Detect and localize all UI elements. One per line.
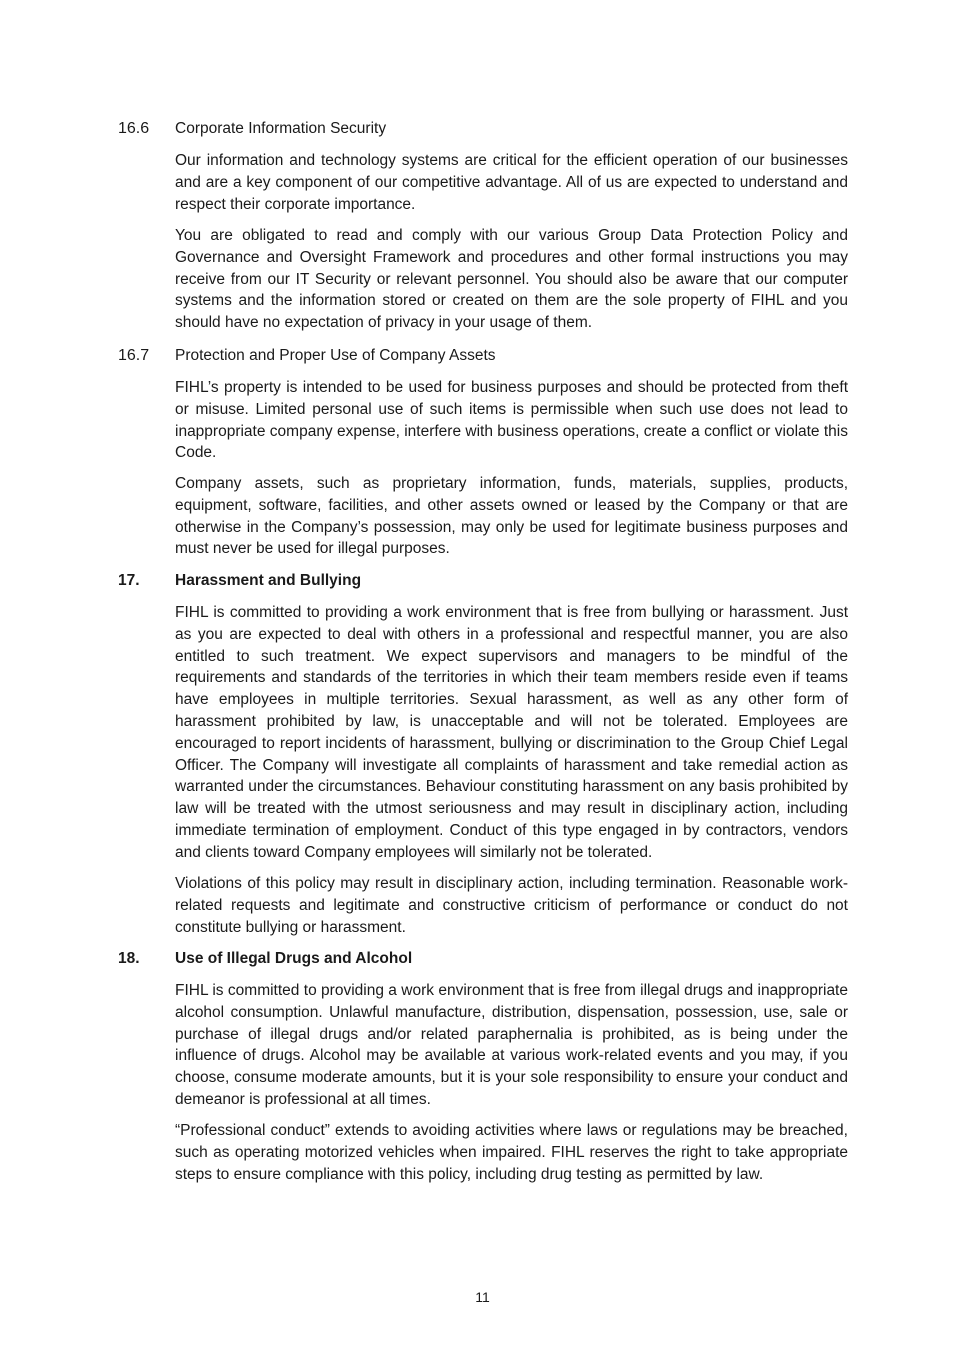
section-heading-16-6 [118,119,850,139]
section-number: 16.7 [118,347,150,364]
section-number: 18. [118,950,140,967]
section-title: Use of Illegal Drugs and Alcohol [175,950,413,967]
paragraph: FIHL is committed to providing a work environment that is free from illegal drugs and inappropriate alcohol consumption. Unlawful manufacture, distribution, dispensation, possession, use, sale or purchase of illegal drugs and/or related paraphernalia is prohibited, as is being under the influence of drugs. Alcohol may be available at various work-related events and you may, if you choose, consume moderate amounts, but it is your sole responsibility to ensure your conduct and demeanor is professional at all times. [175,982,848,1108]
section-title: Harassment and Bullying [175,572,362,589]
section-heading-16-7 [118,346,850,366]
section-heading-17 [118,571,850,591]
section-heading-18 [118,949,850,969]
paragraph: FIHL’s property is intended to be used for business purposes and should be protected from theft or misuse. Limited personal use of such items is permissible when such use does not lead to inappropriate company expense, interfere with business operations, create a conflict or violate this Code. [175,379,848,462]
paragraph: Company assets, such as proprietary information, funds, materials, supplies, products, equipment, software, facilities, and other assets owned or leased by the Company or that are otherwise in the Company’s possession, may only be used for legitimate business purposes and must never be used for illegal purposes. [175,475,848,558]
section-title: Protection and Proper Use of Company Assets [175,347,496,364]
paragraph: You are obligated to read and comply with our various Group Data Protection Policy and Governance and Oversight Framework and procedures and other formal instructions you may receive from our IT Security or relevant personnel. You should also be aware that our computer systems and the information stored or created on them are the sole property of FIHL and you should have no expectation of privacy in your usage of them. [175,227,848,332]
paragraph: Violations of this policy may result in disciplinary action, including termination. Reasonable work-related requests and legitimate and constructive criticism of performance or conduct do not constitute bullying or harassment. [175,875,848,936]
page-number: 11 [475,1289,490,1305]
section-number: 17. [118,572,140,589]
paragraph: Our information and technology systems are critical for the efficient operation of our businesses and are a key component of our competitive advantage. All of us are expected to understand and respect their corporate importance. [175,152,848,213]
section-number: 16.6 [118,120,150,137]
paragraph: “Professional conduct” extends to avoiding activities where laws or regulations may be breached, such as operating motorized vehicles when impaired. FIHL reserves the right to take appropriate steps to ensure compliance with this policy, including drug testing as permitted by law. [175,1122,848,1183]
section-title: Corporate Information Security [175,120,387,137]
paragraph: FIHL is committed to providing a work environment that is free from bullying or harassment. Just as you are expected to deal with others in a professional and respectful manner, you are also entitled to such treatment. We expect supervisors and managers to be mindful of the requirements and standards of the territories in which their team members reside even if teams have employees in multiple territories. Sexual harassment, as well as any other form of harassment prohibited by law, is unacceptable and will not be tolerated. Employees are encouraged to report incidents of harassment, bullying or discrimination to the Group Chief Legal Officer. The Company will investigate all complaints of harassment and take remedial action as warranted under the circumstances. Behaviour constituting harassment on any basis prohibited by law will be treated with the utmost seriousness and may result in disciplinary action, including immediate termination of employment. Conduct of this type engaged in by contractors, vendors and clients toward Company employees will similarly not be tolerated. [175,604,848,861]
